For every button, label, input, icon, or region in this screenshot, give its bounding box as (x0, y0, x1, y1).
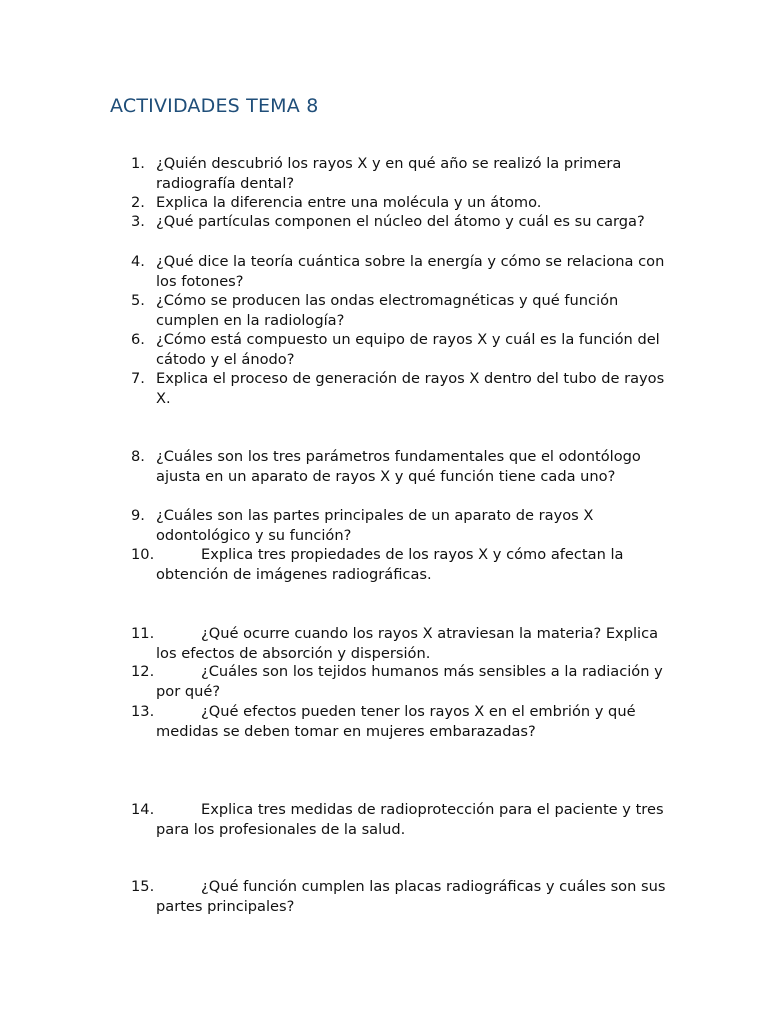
item-text: Explica tres medidas de radioprotección para el paciente y tres para los profesionales de la salud. (156, 801, 664, 838)
item-number: 7. (131, 370, 145, 387)
item-number: 12. (131, 663, 155, 680)
item-number: 3. (131, 213, 145, 230)
list-item (131, 702, 671, 741)
item-text: ¿Quién descubrió los rayos X y en qué año se realizó la primera radiografía dental? (156, 155, 622, 192)
item-text: ¿Qué efectos pueden tener los rayos X en el embrión y qué medidas se deben tomar en mujeres embarazadas? (156, 703, 636, 740)
item-text: ¿Qué función cumplen las placas radiográficas y cuáles son sus partes principales? (156, 878, 666, 915)
item-number: 8. (131, 448, 145, 465)
item-text: ¿Qué dice la teoría cuántica sobre la energía y cómo se relaciona con los fotones? (156, 253, 665, 290)
list-item (131, 624, 671, 663)
item-number: 13. (131, 703, 155, 720)
item-number: 15. (131, 878, 155, 895)
item-number: 14. (131, 801, 155, 818)
list-item (131, 369, 671, 408)
item-number: 10. (131, 546, 155, 563)
item-number: 2. (131, 194, 145, 211)
item-text: ¿Cuáles son los tres parámetros fundamentales que el odontólogo ajusta en un aparato de rayos X y qué función tiene cada uno? (156, 448, 641, 485)
item-number: 4. (131, 253, 145, 270)
item-text: ¿Cuáles son las partes principales de un aparato de rayos X odontológico y su función? (156, 507, 594, 544)
list-item (131, 330, 671, 369)
item-text: ¿Cuáles son los tejidos humanos más sensibles a la radiación y por qué? (156, 663, 663, 700)
item-number: 11. (131, 625, 155, 642)
item-text: Explica tres propiedades de los rayos X y cómo afectan la obtención de imágenes radiográficas. (156, 546, 624, 583)
item-text: ¿Qué ocurre cuando los rayos X atraviesan la materia? Explica los efectos de absorción y dispersión. (156, 625, 659, 662)
item-text: ¿Cómo está compuesto un equipo de rayos X y cuál es la función del cátodo y el ánodo? (156, 331, 660, 368)
list-item (131, 154, 671, 193)
item-text: Explica el proceso de generación de rayos X dentro del tubo de rayos X. (156, 370, 665, 407)
document-title: ACTIVIDADES TEMA 8 (110, 95, 319, 117)
item-text: ¿Cómo se producen las ondas electromagnéticas y qué función cumplen en la radiología? (156, 292, 619, 329)
list-item (131, 877, 671, 916)
item-number: 6. (131, 331, 145, 348)
list-item (131, 662, 671, 701)
list-item (131, 800, 671, 839)
item-number: 5. (131, 292, 145, 309)
item-number: 9. (131, 507, 145, 524)
list-item (131, 545, 671, 584)
list-item (131, 506, 671, 545)
item-number: 1. (131, 155, 145, 172)
list-item (131, 212, 671, 232)
list-item (131, 193, 671, 213)
item-text: Explica la diferencia entre una molécula y un átomo. (156, 194, 542, 211)
item-text: ¿Qué partículas componen el núcleo del átomo y cuál es su carga? (156, 213, 645, 230)
list-item (131, 447, 671, 486)
list-item (131, 252, 671, 291)
list-item (131, 291, 671, 330)
